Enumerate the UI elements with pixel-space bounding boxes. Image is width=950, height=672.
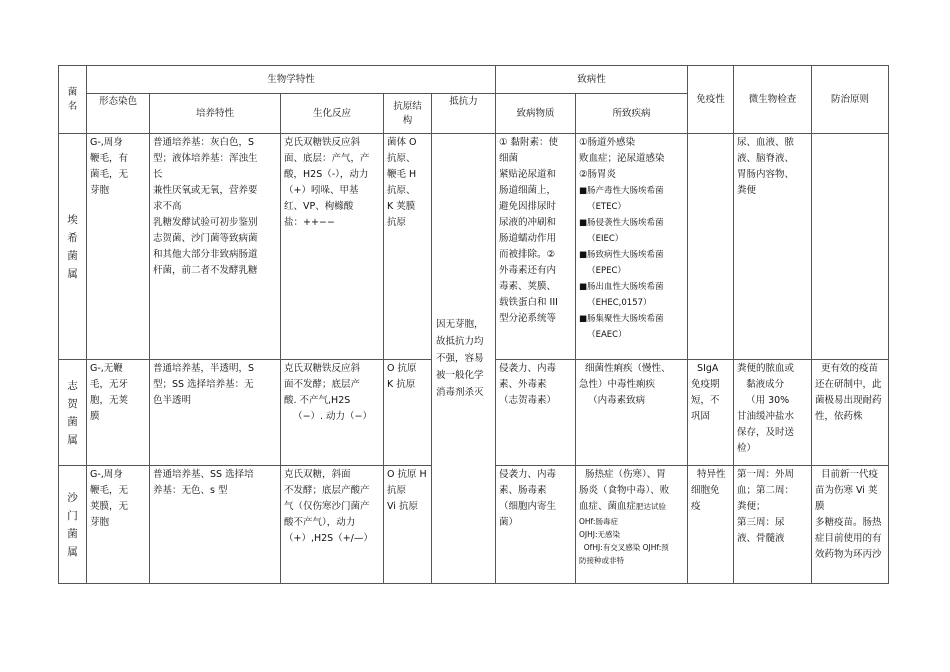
cell-line: 胃肠内容物、 [737,169,795,180]
cell-line: 保存，及时送 [737,427,795,438]
cell-line: 抗原、 [387,185,416,196]
virulence-factors-cell [496,360,576,466]
cell-line: 效药物为环丙沙 [815,549,882,560]
header-diseases: 所致疾病 [576,94,688,134]
disease-line: 败血症；泌尿道感染 [579,153,665,164]
cell-line: 胞，无荚 [90,395,129,406]
cell-line: 避免因排尿时 [499,201,557,212]
diseases-cell [576,134,688,360]
virulence-factors-cell [496,466,576,584]
cell-line: K 抗原 [387,379,416,390]
prevention-cell [812,360,889,466]
antigen-cell [384,134,432,360]
disease-line: ①肠道外感染 [579,137,636,148]
cell-line: G-,周身 [90,469,123,480]
cell-line: 鞭毛，无 [90,485,129,496]
cell-line: 型；液体培养基：浑浊生 [153,153,258,164]
bacteria-name: 埃 希 菌 属 [59,134,87,360]
cell-line: 鞭毛，有 [90,153,129,164]
cell-line: 普通培养基：灰白色，S [153,137,255,148]
cell-line: 多糖疫苗。肠热 [815,517,882,528]
prevention-cell [812,134,889,360]
cell-line: 酸. 不产气,H2S [284,395,351,406]
cell-line: 尿、血液、脓 [737,137,795,148]
disease-line: （内毒素致病 [579,395,646,406]
cell-line: 志贺菌、沙门菌等致病菌 [153,233,258,244]
cell-line: 不发酵；底层产酸产 [284,485,370,496]
disease-bullet-item: ■肠侵袭性大肠埃希菌 [579,218,664,228]
immunity-cell [688,360,734,466]
cell-line: 抗原、 [387,153,416,164]
culture-cell [150,360,281,466]
cell-line: （细胞内寄生 [499,501,557,512]
cell-line: 荚膜，无 [90,501,129,512]
cell-line: 黏液成分 [737,379,785,390]
disease-note: 肥达试验 [636,502,667,511]
cell-line: 免疫期 [691,379,720,390]
cell-line: 检） [737,443,757,454]
bacteria-name: 沙 门 菌 属 [59,466,87,584]
cell-line: 苗为伤寒 Vi 荚膜 [815,485,878,512]
disease-bullet-item: ■肠产毒性大肠埃希菌 [579,186,664,196]
disease-line: ②肠胃炎 [579,169,617,180]
cell-line: 侵袭力、内毒 [499,363,557,374]
cell-line: 第三周：尿 [737,517,785,528]
cell-line: G-,无鞭 [90,363,123,374]
cell-line: 克氏双糖铁反应斜 [284,137,361,148]
cell-line: 求不高 [153,201,182,212]
cell-line: 芽胞 [90,517,110,528]
cell-line: 目前新一代疫 [815,469,879,480]
header-immunity: 免疫性 [688,66,734,134]
cell-line: 型分泌系统等 [499,313,557,324]
cell-line: 菌极易出现耐药 [815,395,882,406]
cell-line: 液、骨髓液 [737,533,785,544]
cell-line: （−）. 动力（−） [284,411,373,422]
cell-line: 菌体 O [387,137,417,148]
cell-line: 素、外毒素 [499,379,547,390]
header-prevention: 防治原则 [812,66,889,134]
cell-line: 养基：无色、s 型 [153,485,228,496]
cell-line: 外毒素还有内 [499,265,557,276]
cell-line: 血；第二周： [737,485,795,496]
cell-line: 粪便的脓血或 [737,363,795,374]
cell-line: 型；SS 选择培养基：无 [153,379,254,390]
cell-line: 细菌 [499,153,519,164]
cell-line: 气（仅伤寒沙门菌产 [284,501,370,512]
cell-line: 芽胞 [90,185,110,196]
cell-line: 更有效的疫苗 [815,363,879,374]
cell-line: 症目前使用的有 [815,533,882,544]
header-biology: 生物学特性 [87,66,496,94]
cell-line: 长 [153,169,163,180]
micro-exam-cell [734,134,812,360]
cell-line: 普通培养基、SS 选择培 [153,469,254,480]
cell-line: 酸不产气），动力 [284,517,356,528]
cell-line: Vi 抗原 [387,501,418,512]
disease-line: OHf:肠毒症 [579,517,618,526]
cell-line: O 抗原 H [387,469,427,480]
cell-line: 普通培养基，半透明，S [153,363,255,374]
biochem-cell [281,466,384,584]
cell-line: 红、VP、枸橼酸 [284,201,354,212]
cell-line: 巩固 [691,411,711,422]
cell-line: （+）,H2S（+/—） [284,533,373,544]
antigen-cell [384,360,432,466]
cell-line: （用 30% [737,395,790,406]
disease-bullet-item: （ETEC） [579,202,626,212]
header-micro-exam: 微生物检查 [734,66,812,134]
diseases-cell [576,360,688,466]
cell-line: 面、底层：产气，产 [284,153,370,164]
cell-line: 尿液的冲刷和 [499,217,557,228]
disease-line: OJHJ:无感染 [579,530,620,539]
header-antigen: 抗原结 构 [384,94,432,134]
cell-line: O 抗原 [387,363,417,374]
immunity-cell [688,466,734,584]
cell-line: 而被排除。② [499,249,556,260]
cell-line: 侵袭力、内毒 [499,469,557,480]
header-culture: 培养特性 [150,94,281,134]
disease-line: OfHJ:有交叉感染 OJHf:预 [579,543,669,552]
disease-bullet-item: ■肠集聚性大肠埃希菌 [579,314,664,324]
cell-line: 鞭毛 H [387,169,417,180]
cell-line: 甘油缓冲盐水 [737,411,795,422]
cell-line: 酸，H2S（-），动力 [284,169,369,180]
cell-line: 乳糖发酵试验可初步鉴别 [153,217,258,228]
disease-line: 细菌性痢疾（慢性、 [579,363,671,374]
cell-line: 克氏双糖铁反应斜 [284,363,361,374]
header-biochem: 生化反应 [281,94,384,134]
cell-line: 还在研制中，此 [815,379,882,390]
cell-line: 性，依药株 [815,411,863,422]
cell-line: 粪便 [737,185,757,196]
table-row [59,134,889,360]
morphology-cell [87,134,150,360]
cell-line: 肠道蠕动作用 [499,233,557,244]
cell-line: G-,周身 [90,137,123,148]
cell-line: K 荚膜 [387,201,416,212]
cell-line: （+）吲哚、甲基 [284,185,359,196]
cell-line: 毛，无牙 [90,379,129,390]
resistance-cell: 因无芽胞， 故抵抗力均 不强，容易 被一般化学 消毒剂杀灭 [432,134,496,584]
cell-line: 杆菌，前二者不发酵乳糖 [153,265,258,276]
disease-line: 防接种或非特 [579,556,624,565]
header-pathogenicity: 致病性 [496,66,688,94]
cell-line: 克氏双糖，斜面 [284,469,351,480]
disease-bullet-item: （EIEC） [579,234,624,244]
cell-line: 紧贴泌尿道和 [499,169,557,180]
disease-bullet-item: （EAEC） [579,330,627,340]
culture-cell [150,466,281,584]
cell-line: 兼性厌氧或无氧，营养要 [153,185,258,196]
cell-line: 肠道细菌上， [499,185,557,196]
cell-line: 细胞免 [691,485,720,496]
bacteria-name: 志 贺 菌 属 [59,360,87,466]
culture-cell [150,134,281,360]
cell-line: 抗原 [387,217,407,228]
antigen-cell [384,466,432,584]
cell-line: 面不发酵；底层产 [284,379,361,390]
header-morphology: 形态染色 [87,94,150,134]
disease-bullet-item: ■肠致病性大肠埃希菌 [579,250,664,260]
virulence-factors-cell [496,134,576,360]
disease-bullet-item: ■肠出血性大肠埃希菌 [579,282,664,292]
disease-line: 肠炎（食物中毒）、败 [579,485,670,496]
disease-bullet-item: （EHEC,0157） [579,298,652,308]
bacteria-table [58,65,889,584]
disease-line: 肠热症（伤寒）、胃 [579,469,666,480]
cell-line: 素、肠毒素 [499,485,547,496]
micro-exam-cell [734,360,812,466]
biochem-cell [281,360,384,466]
cell-line: 毒素、荚膜、 [499,281,557,292]
cell-line: 菌毛，无 [90,169,129,180]
biochem-cell [281,134,384,360]
immunity-cell [688,134,734,360]
morphology-cell [87,466,150,584]
cell-line: 和其他大部分非致病肠道 [153,249,258,260]
cell-line: 第一周：外周 [737,469,795,480]
cell-line: 粪便； [737,501,766,512]
cell-line: 载铁蛋白和 III [499,297,558,308]
disease-line: 血症、菌血症肥达试验 [579,501,667,512]
disease-bullet-item: （EPEC） [579,266,626,276]
cell-line: SIgA [691,363,719,374]
header-bacteria-name: 菌 名 [59,66,87,134]
header-virulence-factors: 致病物质 [496,94,576,134]
prevention-cell [812,466,889,584]
disease-line: 急性）中毒性痢疾 [579,379,656,390]
cell-line: 疫 [691,501,701,512]
morphology-cell [87,360,150,466]
cell-line: 抗原 [387,485,407,496]
cell-line: 液、脑脊液、 [737,153,795,164]
cell-line: 菌） [499,517,519,528]
cell-line: 特异性 [691,469,726,480]
cell-line: 短，不 [691,395,720,406]
diseases-cell [576,466,688,584]
cell-line: 盐：++−− [284,217,335,228]
cell-line: ① 黏附素：使 [499,137,559,148]
header-resistance: 抵抗力 [432,94,496,134]
cell-line: 色半透明 [153,395,192,406]
cell-line: （志贺毒素） [499,395,557,406]
cell-line: 膜 [90,411,100,422]
micro-exam-cell [734,466,812,584]
